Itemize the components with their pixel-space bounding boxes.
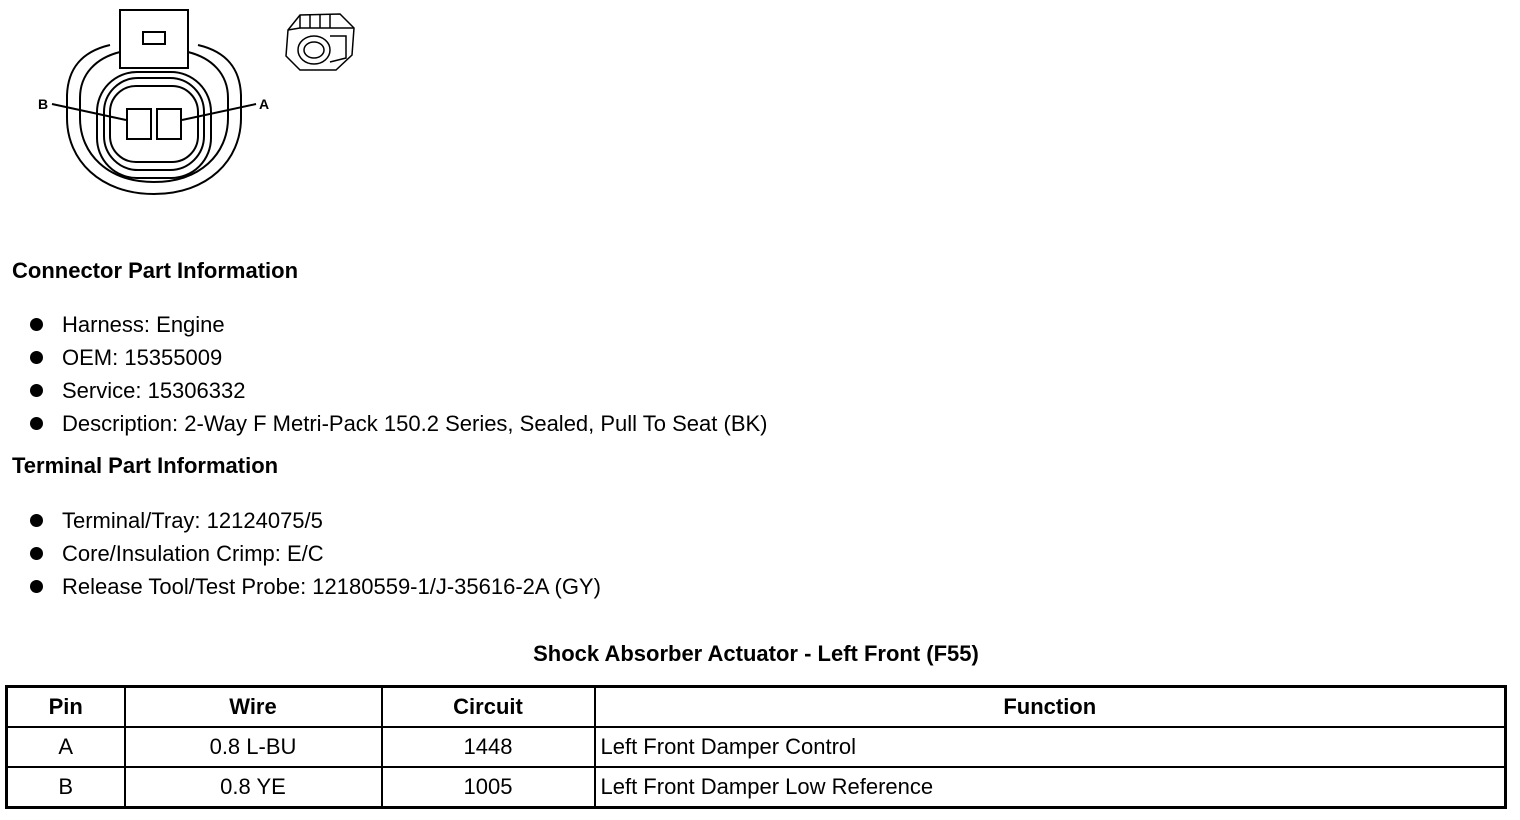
bullet-icon	[30, 384, 43, 397]
bullet-icon	[30, 514, 43, 527]
cell-wire: 0.8 L-BU	[125, 727, 382, 767]
list-item	[28, 570, 601, 603]
list-item	[28, 341, 768, 374]
terminal-tray-text: Terminal/Tray: 12124075/5	[62, 508, 323, 533]
harness-text: Harness: Engine	[62, 312, 225, 337]
list-item	[28, 537, 601, 570]
bullet-icon	[30, 580, 43, 593]
list-item	[28, 407, 768, 440]
table-row	[7, 727, 1506, 767]
cell-pin: B	[7, 767, 125, 808]
cell-circuit: 1448	[382, 727, 595, 767]
connector-face-diagram	[0, 0, 380, 210]
header-pin: Pin	[7, 687, 125, 728]
header-circuit: Circuit	[382, 687, 595, 728]
header-function: Function	[595, 687, 1506, 728]
bullet-icon	[30, 351, 43, 364]
cell-function: Left Front Damper Control	[595, 727, 1506, 767]
cell-pin: A	[7, 727, 125, 767]
cell-function: Left Front Damper Low Reference	[595, 767, 1506, 808]
pinout-table	[5, 685, 1507, 809]
cell-wire: 0.8 YE	[125, 767, 382, 808]
list-item	[28, 374, 768, 407]
connector-info-title: Connector Part Information	[12, 258, 299, 283]
list-item	[28, 308, 768, 341]
description-text: Description: 2-Way F Metri-Pack 150.2 Series, Sealed, Pull To Seat (BK)	[62, 411, 768, 436]
crimp-text: Core/Insulation Crimp: E/C	[62, 541, 324, 566]
release-tool-text: Release Tool/Test Probe: 12180559-1/J-35616-2A (GY)	[62, 574, 601, 599]
bullet-icon	[30, 417, 43, 430]
header-wire: Wire	[125, 687, 382, 728]
bullet-icon	[30, 318, 43, 331]
pin-label-b: B	[38, 96, 49, 112]
table-header-row	[7, 687, 1506, 728]
table-row	[7, 767, 1506, 808]
connector-info-list	[28, 308, 768, 440]
bullet-icon	[30, 547, 43, 560]
service-text: Service: 15306332	[62, 378, 246, 403]
pin-label-a: A	[259, 96, 270, 112]
oem-text: OEM: 15355009	[62, 345, 223, 370]
terminal-info-title: Terminal Part Information	[12, 453, 279, 478]
connector-iso-icon	[286, 14, 354, 70]
list-item	[28, 504, 601, 537]
table-title: Shock Absorber Actuator - Left Front (F55)	[533, 641, 979, 666]
cell-circuit: 1005	[382, 767, 595, 808]
terminal-info-list	[28, 504, 601, 603]
